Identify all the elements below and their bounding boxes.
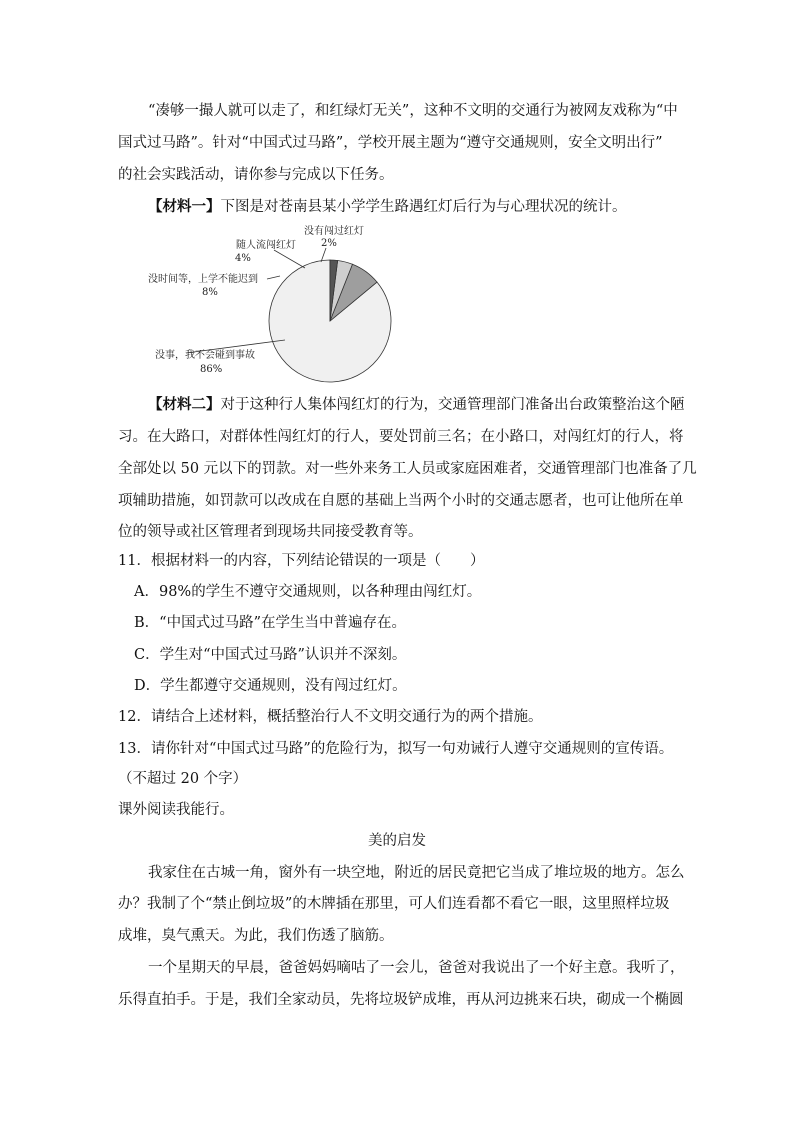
label-no-accident-name: 没事，我不会碰到事故	[155, 350, 255, 361]
reading-section: 课外阅读我能行。	[118, 802, 234, 818]
material2-line-3: 全部处以 50 元以下的罚款。对一些外来务工人员或家庭困难者，交通管理部门也准备了几	[118, 461, 697, 477]
reading-p2-line-1: 一个星期天的早晨，爸爸妈妈嘀咕了一会儿，爸爸对我说出了一个好主意。我听了，	[148, 960, 685, 976]
material2-line-4: 项辅助措施，如罚款可以改成在自愿的基础上当两个小时的交通志愿者，也可让他所在单	[118, 493, 684, 509]
question-12: 12．请结合上述材料，概括整治行人不文明交通行为的两个措施。	[118, 709, 543, 725]
intro-line-3: 的社会实践活动，请你参与完成以下任务。	[118, 167, 394, 183]
material2-text-1: 对于这种行人集体闯红灯的行为，交通管理部门准备出台政策整治这个陋	[220, 397, 685, 413]
material2-line-1	[148, 395, 685, 415]
material1-title: 【材料一】	[148, 198, 221, 215]
pie-chart	[140, 222, 400, 384]
label-follow-crowd-name: 随人流闯红灯	[236, 240, 296, 251]
question-13-note: （不超过 20 个字）	[118, 771, 248, 787]
reading-p1-line-1: 我家住在古城一角，窗外有一块空地，附近的居民竟把它当成了堆垃圾的地方。怎么	[148, 865, 685, 881]
material2-title: 【材料二】	[148, 396, 221, 413]
label-never-name: 没有闯过红灯	[304, 226, 364, 237]
question-11-option-b: B．“中国式过马路”在学生当中普遍存在。	[134, 615, 406, 631]
reading-title: 美的启发	[368, 833, 426, 849]
label-never-value: 2%	[321, 238, 337, 249]
label-no-time-name: 没时间等，上学不能迟到	[148, 274, 258, 285]
reading-p1-line-3: 成堆，臭气熏天。为此，我们伤透了脑筋。	[118, 928, 394, 944]
material1-heading	[148, 197, 627, 217]
question-11-option-a: A．98%的学生不遵守交通规则，以各种理由闯红灯。	[134, 584, 482, 600]
question-11-option-c: C．学生对“中国式过马路”认识并不深刻。	[134, 647, 407, 663]
leader-line-follow-crowd	[274, 250, 305, 268]
question-13: 13．请你针对“中国式过马路”的危险行为，拟写一句劝诫行人遵守交通规则的宣传语。	[118, 741, 674, 757]
question-11: 11．根据材料一的内容，下列结论错误的一项是（ ）	[118, 553, 485, 569]
material1-text: 下图是对苍南县某小学学生路遇红灯后行为与心理状况的统计。	[220, 199, 627, 215]
label-follow-crowd-value: 4%	[235, 253, 251, 264]
reading-p1-line-2: 办？我制了个“禁止倒垃圾”的木牌插在那里，可人们连看都不看它一眼，这里照样垃圾	[118, 896, 670, 912]
intro-line-2: 国式过马路”。针对“中国式过马路”，学校开展主题为“遵守交通规则，安全文明出行”	[118, 135, 663, 151]
label-no-accident-value: 86%	[200, 364, 223, 375]
leader-line-no-time	[267, 276, 280, 279]
reading-p2-line-2: 乐得直拍手。于是，我们全家动员，先将垃圾铲成堆，再从河边挑来石块，砌成一个椭圆	[118, 992, 684, 1008]
label-no-time-value: 8%	[202, 287, 218, 298]
intro-line-1: “凑够一撮人就可以走了，和红绿灯无关”，这种不文明的交通行为被网友戏称为“中	[148, 103, 678, 119]
material2-line-2: 习。在大路口，对群体性闯红灯的行人，要处罚前三名；在小路口，对闯红灯的行人，将	[118, 429, 684, 445]
material2-line-5: 位的领导或社区管理者到现场共同接受教育等。	[118, 524, 423, 540]
question-11-option-d: D．学生都遵守交通规则，没有闯过红灯。	[134, 678, 407, 694]
